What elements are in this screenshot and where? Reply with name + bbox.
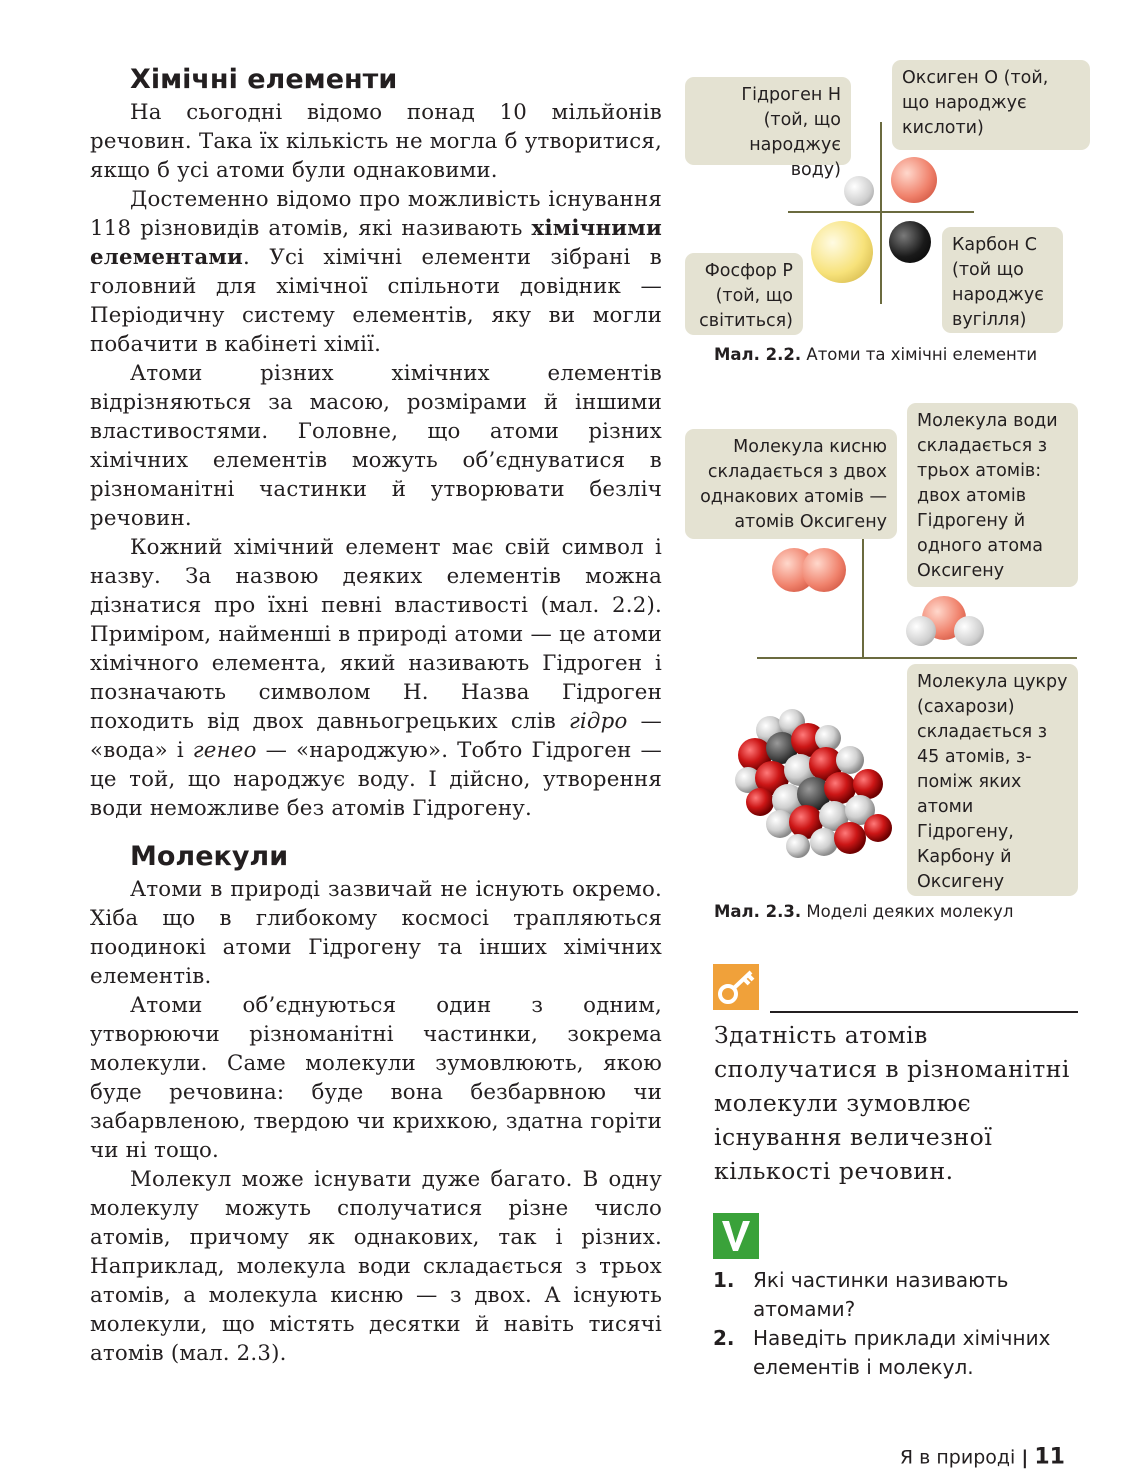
section-title-molecules: Молекули (130, 841, 289, 872)
question-item: 2. Наведіть приклади хімічних елементів і молекул. (713, 1326, 1051, 1379)
question-item: 1. Які частинки називають атомами? (713, 1268, 1009, 1321)
section-title-elements: Хімічні елементи (130, 64, 398, 95)
term-chemical-elements: хімічними елементами (90, 216, 662, 270)
oxygen-atom (891, 157, 937, 203)
divider (770, 1011, 1078, 1013)
water-molecule-label: Молекула води складається з трьох атомів: двох атомів Гідрогену й одного атома Оксигену (907, 403, 1078, 587)
key-statement: Здатність атомів сполучатися в різноманітні молекули зумовлює існування величезної кількості речовин. (714, 1021, 1070, 1185)
phosphorus-atom (811, 221, 873, 283)
sucrose-molecule-model (730, 700, 900, 865)
figure-caption: Мал. 2.2. Атоми та хімічні елементи (714, 345, 1038, 364)
paragraph: Кожний хімічний елемент має свій символ і назву. За назвою деяких елементів можна дізнатися про їхні певні властивості (мал. 2.2). Приміром, найменші в природі атоми — це атоми хімічного елемента, який називають Гідроген і позначають символом H. Назва Гідроген походить від двох давньогрецьких слів гідро — «вода» і генео — «народжую». Тобто Гідроген — це той, що народжує воду. І дійсно, утворення води неможливе без атомів Гідрогену. (90, 535, 663, 821)
sugar-molecule-label: Молекула цукру (сахарози) складається з 45 атомів, з-поміж яких атоми Гідрогену, Карбону й Оксигену (907, 664, 1078, 896)
oxygen-label: Оксиген O (той, що народжує кислоти) (892, 60, 1090, 150)
hydrogen-atom (906, 616, 936, 646)
hydrogen-atom (844, 176, 874, 206)
oxygen-atom (802, 548, 846, 592)
carbon-atom (889, 221, 931, 263)
page-footer: Я в природі | 11 (899, 1444, 1065, 1470)
hydrogen-atom (954, 616, 984, 646)
paragraph: Атоми різних хімічних елементів відрізняються за масою, розмірами й іншими властивостями. Головне, що атоми різних хімічних елементів можуть об’єднуватися в різноманітні частинки й утворювати безліч речовин. (90, 361, 662, 531)
paragraph: Атоми об’єднуються один з одним, утворюючи різноманітні частинки, зокрема молекули. Саме молекули зумовлюють, якою буде речовина: буде вона безбарвною чи забарвленою, твердою чи крихкою, здатна горіти чи ні тощо. (90, 993, 662, 1163)
paragraph: Достеменно відомо про можливість існування 118 різновидів атомів, які називають хімічними елементами. Усі хімічні елементи зібрані в головний для хімічної спільноти довідник — Періодичну систему елементів, яку ви могли побачити в кабінеті хімії. (90, 187, 662, 357)
oxygen-molecule-label: Молекула кисню складається з двох однакових атомів — атомів Оксигену (685, 429, 897, 539)
footer-section: Я в природі (899, 1446, 1016, 1469)
carbon-label: Карбон C (той що народжує вугілля) (942, 227, 1063, 333)
page-number: 11 (1034, 1444, 1065, 1470)
main-text (90, 62, 662, 1368)
hydrogen-label: Гідроген H (той, що народжує воду) (685, 77, 851, 165)
paragraph: Молекул може існувати дуже багато. В одну молекулу можуть сполучатися різне число атомів, причому як однакових, так і різних. Наприклад, молекула води складається з трьох атомів, а молекула кисню — з двох. А існують молекули, що містять десятки й навіть тисячі атомів (мал. 2.3). (90, 1167, 662, 1366)
paragraph: На сьогодні відомо понад 10 мільйонів речовин. Така їх кількість не могла б утворитися, якщо б усі атоми були однаковими. (90, 100, 662, 183)
phosphorus-label: Фосфор P (той, що світиться) (685, 253, 803, 335)
key-icon (713, 964, 759, 1010)
figure-caption: Мал. 2.3. Моделі деяких молекул (714, 902, 1014, 921)
question-list (713, 1266, 1083, 1382)
paragraph: Атоми в природі зазвичай не існують окремо. Хіба що в глибокому космосі трапляються поодинокі атоми Гідрогену та інших хімічних елементів. (90, 877, 662, 989)
check-icon (713, 1213, 759, 1259)
